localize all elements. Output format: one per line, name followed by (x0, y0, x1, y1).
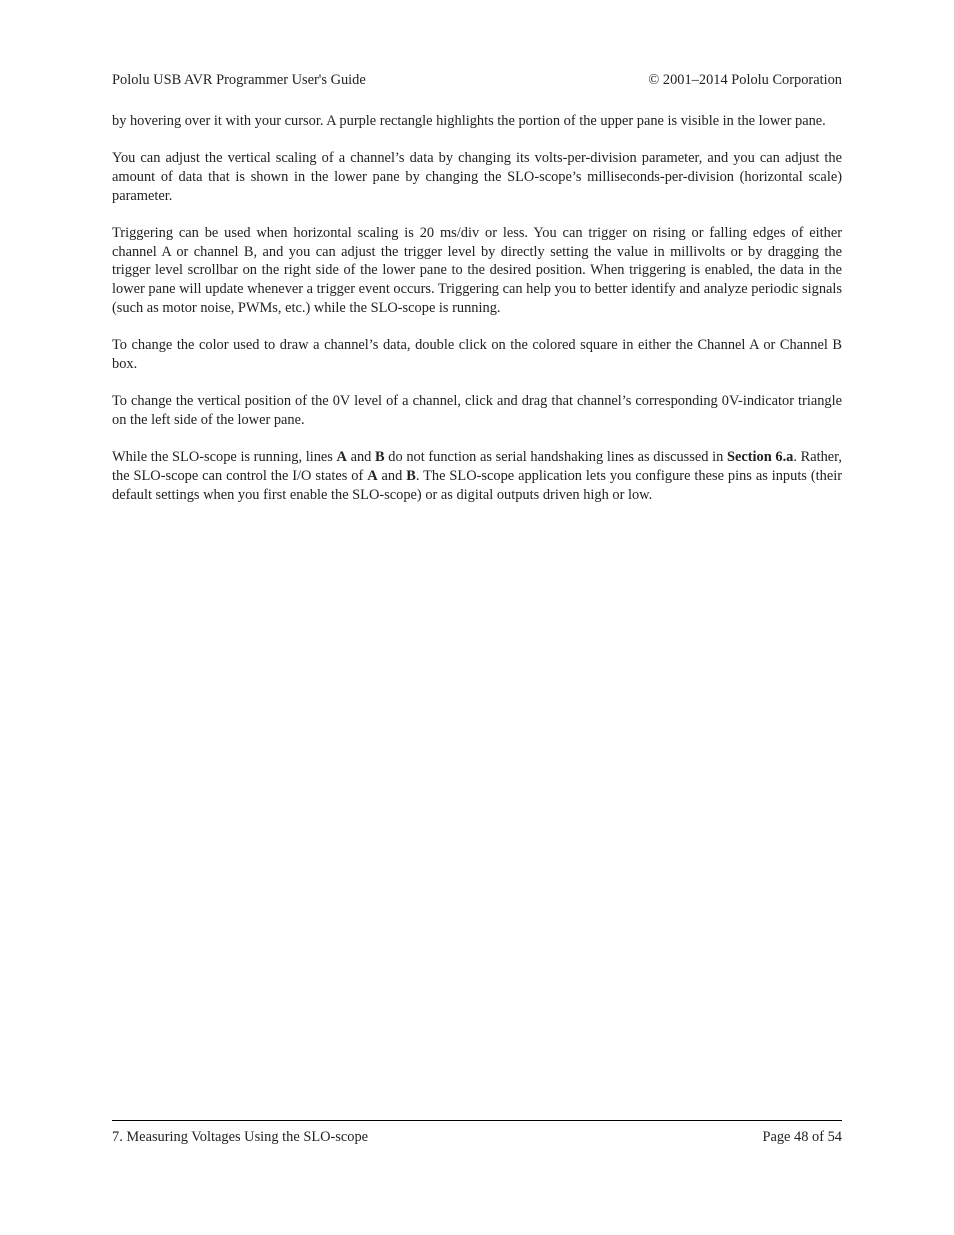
page-footer (112, 1127, 842, 1147)
footer-divider (112, 1120, 842, 1121)
document-title: Pololu USB AVR Programmer User's Guide (112, 72, 366, 88)
paragraph-6-text: and (377, 467, 407, 484)
section-title: 7. Measuring Voltages Using the SLO-scope (112, 1129, 369, 1145)
paragraph-6-text: do not function as serial handshaking lines as discussed in (384, 449, 727, 466)
section-reference: Section 6.a (726, 449, 794, 466)
body-text (112, 112, 842, 523)
paragraph-4: To change the color used to draw a channel’s data, double click on the colored square in either the Channel A or Channel B box. (112, 337, 842, 372)
line-b-label: B (375, 449, 385, 466)
paragraph-2: You can adjust the vertical scaling of a channel’s data by changing its volts-per-division parameter, and you can adjust the amount of data that is shown in the lower pane by changing the SLO-scope’s milliseconds-per-division (horizontal scale) parameter. (112, 150, 842, 204)
page-number: Page 48 of 54 (762, 1129, 842, 1145)
page-header (112, 70, 842, 90)
line-a-label: A (336, 449, 347, 466)
paragraph-6-text: and (346, 449, 376, 466)
paragraph-6-text: While the SLO-scope is running, lines (112, 449, 337, 466)
line-b-label: B (406, 467, 416, 484)
paragraph-5: To change the vertical position of the 0V level of a channel, click and drag that channel’s corresponding 0V-indicator triangle on the left side of the lower pane. (112, 393, 842, 428)
line-a-label: A (367, 467, 378, 484)
paragraph-3: Triggering can be used when horizontal scaling is 20 ms/div or less. You can trigger on rising or falling edges of either channel A or channel B, and you can adjust the trigger level by directly setting the value in millivolts or by dragging the trigger level scrollbar on the right side of the lower pane to the desired position. When triggering is enabled, the data in the lower pane will update whenever a trigger event occurs. Triggering can help you to better identify and analyze periodic signals (such as motor noise, PWMs, etc.) while the SLO-scope is running. (112, 225, 842, 316)
paragraph-6-text: . The SLO-scope application lets you configure these pins as inputs (their default settings when you first enable the SLO-scope) or as digital outputs driven high or low. (112, 467, 842, 503)
copyright-notice: © 2001–2014 Pololu Corporation (648, 72, 842, 88)
paragraph-6 (112, 448, 842, 504)
paragraph-6-text: . Rather, the SLO-scope can control the I/O states of (112, 449, 842, 484)
paragraph-1: by hovering over it with your cursor. A purple rectangle highlights the portion of the upper pane is visible in the lower pane. (112, 113, 826, 129)
